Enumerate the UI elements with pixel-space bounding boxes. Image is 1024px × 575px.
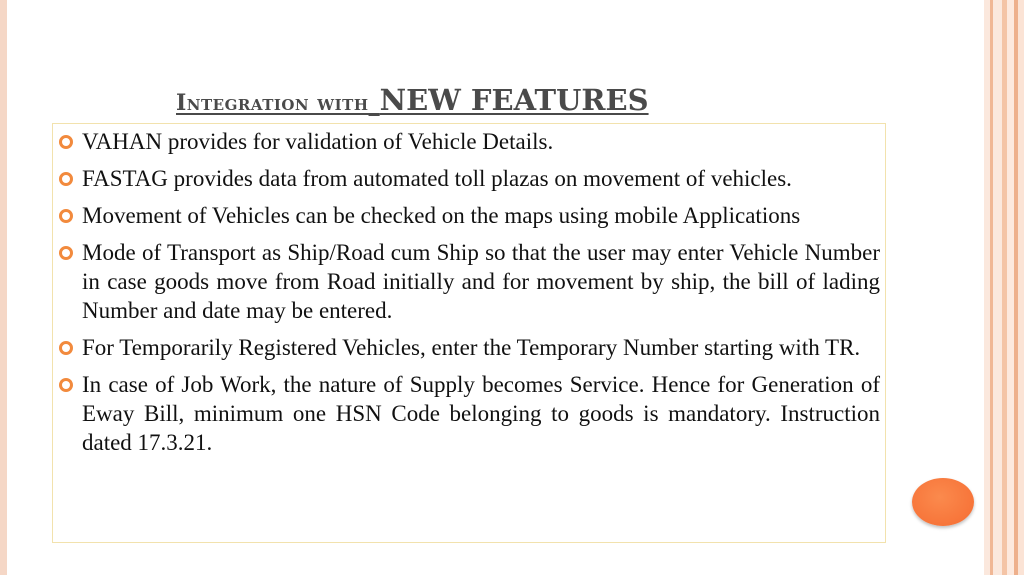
bullet-item: [58, 333, 880, 362]
bullet-text: VAHAN provides for validation of Vehicle Details.: [82, 129, 554, 154]
bullet-item: [58, 201, 880, 230]
right-decor-stripes: [984, 0, 1024, 575]
bullet-ring-icon: [59, 341, 73, 355]
bullet-text: In case of Job Work, the nature of Supply becomes Service. Hence for Generation of Eway Bill, minimum one HSN Code belonging to goods is mandatory. Instruction dated 17.3.21.: [82, 372, 880, 455]
bullet-ring-icon: [59, 172, 73, 186]
bullet-text: Mode of Transport as Ship/Road cum Ship so that the user may enter Vehicle Number in case goods move from Road initially and for movement by ship, the bill of lading Number and date may be entered.: [82, 240, 880, 323]
bullet-item: [58, 127, 880, 156]
decor-orange-circle: [912, 478, 974, 526]
slide-title: [176, 80, 766, 118]
bullet-ring-icon: [59, 209, 73, 223]
bullet-item: [58, 370, 880, 457]
bullet-item: [58, 238, 880, 325]
bullet-text: FASTAG provides data from automated toll plazas on movement of vehicles.: [82, 166, 792, 191]
slide-title-part2: NEW FEATURES: [379, 83, 649, 117]
bullet-ring-icon: [59, 246, 73, 260]
bullet-ring-icon: [59, 135, 73, 149]
bullet-list: [58, 127, 880, 465]
slide-title-part1: Integration with: [176, 90, 369, 116]
bullet-text: Movement of Vehicles can be checked on the maps using mobile Applications: [82, 203, 801, 228]
left-decor-stripe: [0, 0, 7, 575]
bullet-text: For Temporarily Registered Vehicles, enter the Temporary Number starting with TR.: [82, 335, 861, 360]
bullet-item: [58, 164, 880, 193]
bullet-ring-icon: [59, 378, 73, 392]
